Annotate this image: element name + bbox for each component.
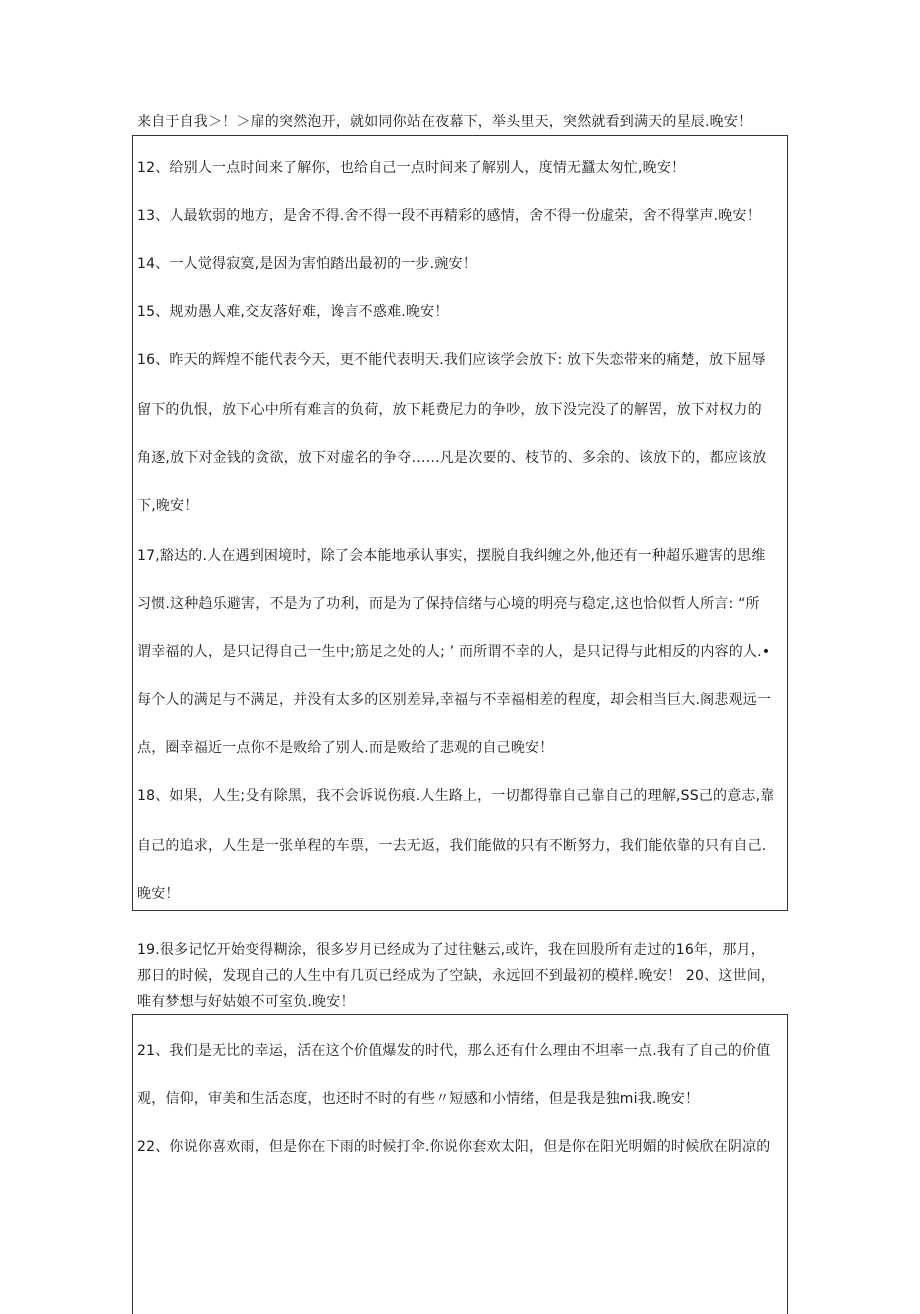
text-line: 13、人最软弱的地方，是舍不得.舍不得一段不再精彩的感情，舍不得一份虚荣，舍不得掌声.晚安！ [137, 208, 761, 224]
text-line: 下,晚安！ [137, 498, 199, 514]
text-line: 19.很多记忆开始变得糊涂，很多岁月已经成为了过往魅云,或许，我在回股所有走过的16年，那月， [137, 942, 765, 958]
text-line: 14、一人觉得寂寞,是因为害怕踏出最初的一步.豌安！ [137, 256, 477, 272]
text-line: 习惯.这种趋乐避害，不是为了功利，而是为了保持信绪与心境的明亮与稳定,这也恰似哲人所言: “所 [137, 596, 760, 612]
text-line: 点，圈幸福近一点你不是败给了别人.而是败给了悲观的自己晚安！ [137, 740, 554, 756]
text-line: 17,豁达的.人在遇到困境时，除了会本能地承认事实，摆脱自我纠缠之外,他还有一种超乐避害的思维 [137, 548, 766, 564]
text-line: 角逐,放下对金钱的贪欲，放下对虚名的争夺……凡是次要的、枝节的、多余的、该放下的，都应该放 [137, 450, 767, 466]
text-line: 谓幸福的人，是只记得自己一生中;筋足之处的人; ’ 而所谓不幸的人，是只记得与此相反的内容的人.• [137, 644, 771, 660]
text-line: 观，信仰，审美和生活态度，也还时不时的有些〃短感和小情绪，但是我是独mi我.晚安！ [137, 1091, 700, 1107]
text-line: 15、规劝愚人难,交友落好难，谗言不惑难.晚安！ [137, 304, 449, 320]
text-line: 12、给别人一点时间来了解你，也给自己一点时间来了解别人，度情无蠶太匆忙,晚安！ [137, 160, 686, 176]
text-line: 晚安！ [137, 886, 180, 902]
text-line: 21、我们是无比的幸运，活在这个价值爆发的时代，那么还有什么理由不坦率一点.我有了自己的价值 [137, 1043, 771, 1059]
text-line: 唯有梦想与好姑娘不可室负.晚安！ [137, 994, 355, 1010]
text-line: 22、你说你喜欢雨，但是你在下雨的时候打伞.你说你套欢太阳，但是你在阳光明媚的时候欣在阴凉的 [137, 1139, 771, 1155]
text-line: 那日的时候，发现自己的人生中有几页已经成为了空缺，永远回不到最初的模样.晚安！ 20、这世间， [137, 968, 776, 984]
text-line: 每个人的满足与不满足，并没有太多的区别差异,幸福与不幸福相差的程度，却会相当巨大.阁悲观远一 [137, 692, 772, 708]
text-line: 留下的仇恨，放下心中所有难言的负荷，放下耗费尼力的争吵，放下没完没了的解罟，放下对权力的 [137, 402, 762, 418]
text-line: 16、昨天的辉煌不能代表今天，更不能代表明天.我们应该学会放下: 放下失恋带来的痛楚，放下屈辱 [137, 352, 766, 368]
text-line: 18、如果，人生;殳有除黑，我不会诉说伤痕.人生路上，一切都得靠自己靠自己的理解,SS己的意志,靠 [137, 788, 775, 804]
text-line: 来自于自我＞！＞扉的突然泡开，就如同你站在夜幕下，举头里天，突然就看到满天的星辰.晚安！ [137, 114, 753, 130]
text-line: 自己的追求，人生是一张单程的车票，一去无返，我们能做的只有不断努力，我们能依靠的只有自己. [137, 838, 767, 854]
